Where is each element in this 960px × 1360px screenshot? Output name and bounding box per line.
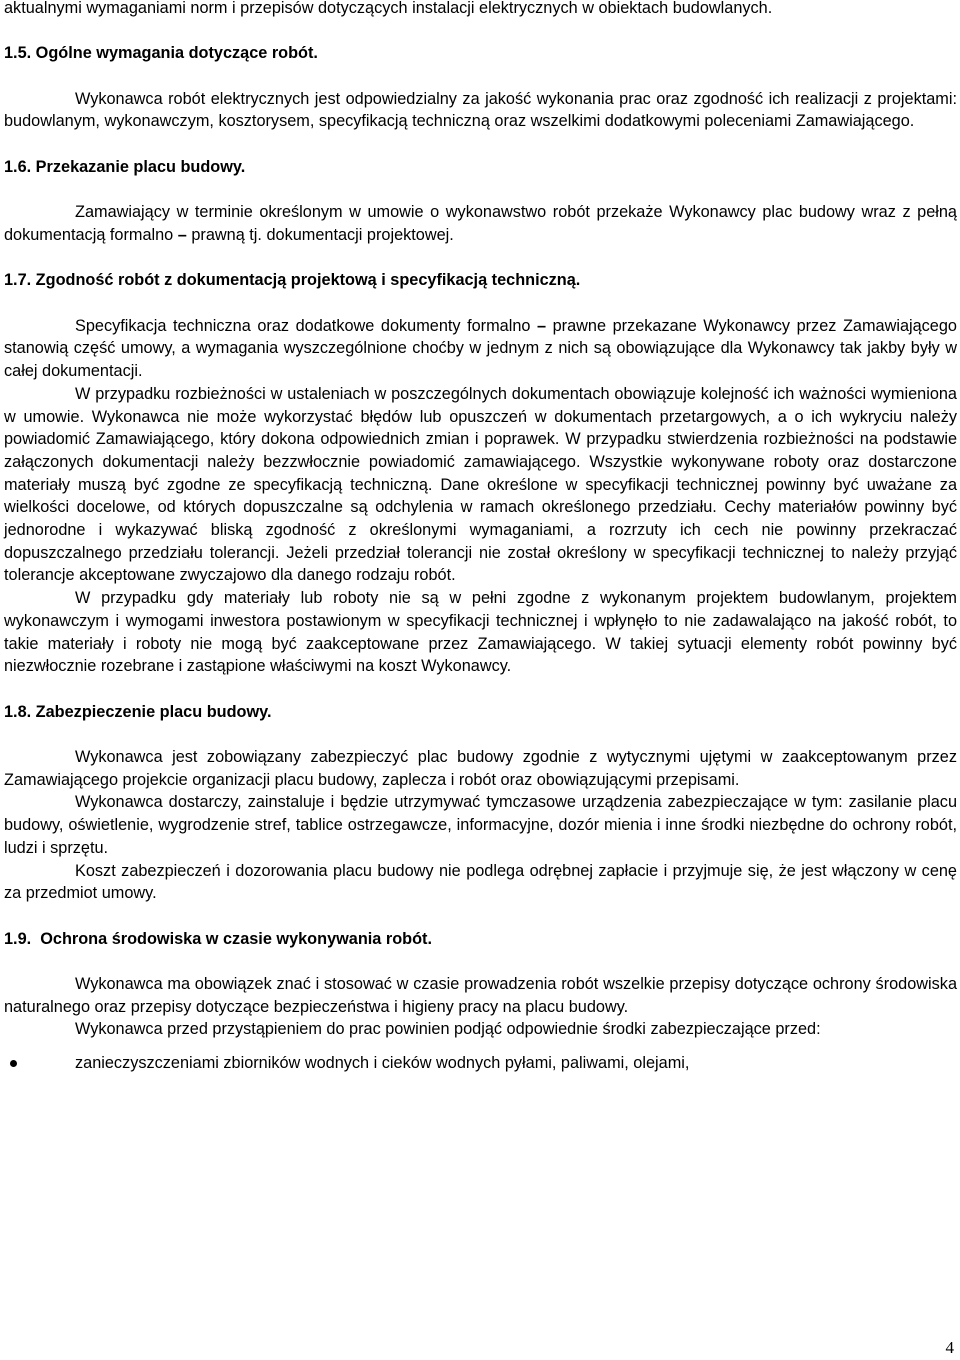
section-1-5-paragraph: Wykonawca robót elektrycznych jest odpowiedzialny za jakość wykonania prac oraz zgodność ich realizacji z projektami: budowlanym, wykonawczym, kosztorysem, specyfikacją techniczną oraz wszelkimi dodatkowymi poleceniami Zamawiającego. (4, 89, 957, 131)
page-number: 4 (945, 1338, 954, 1357)
section-1-6-dash: – (177, 225, 187, 244)
section-1-6-text-a: Zamawiający w terminie określonym w umowie o wykonawstwo robót przekaże Wykonawcy plac budowy wraz z pełną dokumentacją formalno (4, 203, 957, 244)
section-1-8-paragraph-3: Koszt zabezpieczeń i dozorowania placu budowy nie podlega odrębnej zapłacie i przyjmuje się, że jest włączony w cenę za przedmiot umowy. (4, 861, 957, 903)
section-1-8-heading: 1.8. Zabezpieczenie placu budowy. (4, 702, 272, 721)
list-item-text: zanieczyszczeniami zbiorników wodnych i cieków wodnych pyłami, paliwami, olejami, (75, 1054, 690, 1073)
section-1-9-paragraph-2: Wykonawca przed przystąpieniem do prac powinien podjąć odpowiednie środki zabezpieczające przed: (75, 1020, 821, 1039)
section-1-9-paragraph-1: Wykonawca ma obowiązek znać i stosować w czasie prowadzenia robót wszelkie przepisy dotyczące ochrony środowiska naturalnego oraz przepisy dotyczące bezpieczeństwa i higieny pracy na placu budowy. (4, 975, 957, 1016)
section-1-8-paragraph-2: Wykonawca dostarczy, zainstaluje i będzie utrzymywać tymczasowe urządzenia zabezpieczające w tym: zasilanie placu budowy, oświetlenie, wygrodzenie stref, tablice ostrzegawcze, informacyjne, dozór mienia i inne środki niezbędne do ochrony robót, ludzi i sprzętu. (4, 793, 957, 857)
section-1-9-title: Ochrona środowiska w czasie wykonywania robót. (40, 929, 433, 948)
section-1-6-paragraph (4, 201, 957, 246)
list-item (4, 1052, 957, 1075)
section-1-5-heading: 1.5. Ogólne wymagania dotyczące robót. (4, 44, 318, 63)
section-1-7-text-b: prawne przekazane Wykonawcy przez Zamawiającego stanowią część umowy, a wymagania wyszczególnione choćby w jednym z nich są obowiązujące dla Wykonawcy tak jakby były w całej dokumentacji. (4, 316, 957, 381)
section-1-6-heading: 1.6. Przekazanie placu budowy. (4, 157, 246, 176)
bullet-icon (10, 1060, 17, 1067)
section-1-7-dash: – (537, 316, 547, 335)
section-1-7-paragraph-3: W przypadku gdy materiały lub roboty nie są w pełni zgodne z wykonanym projektem budowlanym, projektem wykonawczym i wymogami inwestora postawionym w specyfikacji technicznej i wpłynęło to nie zadawalająco na jakość robót, to takie materiały i roboty nie mogą być zaakceptowane przez Zamawiającego. W takiej sytuacji elementy robót powinny być niezwłocznie rozebrane i zastąpione właściwymi na koszt Wykonawcy. (4, 589, 957, 676)
document-page (4, 0, 957, 1075)
section-1-7-text-a: Specyfikacja techniczna oraz dodatkowe dokumenty formalno (75, 316, 537, 335)
section-1-8-paragraph-1: Wykonawca jest zobowiązany zabezpieczyć plac budowy zgodnie z wytycznymi ujętymi w zaakceptowanym przez Zamawiającego projekcie organizacji placu budowy, zaplecza i robót oraz obowiązującymi przepisami. (4, 748, 957, 789)
section-1-9-heading (4, 928, 957, 951)
section-1-6-text-b: prawną tj. dokumentacji projektowej. (186, 225, 454, 244)
section-1-7-heading: 1.7. Zgodność robót z dokumentacją projektową i specyfikacją techniczną. (4, 271, 581, 290)
section-1-7-paragraph-1 (4, 315, 957, 383)
intro-paragraph: aktualnymi wymaganiami norm i przepisów dotyczących instalacji elektrycznych w obiektach budowlanych. (4, 0, 773, 17)
section-1-9-number: 1.9. (4, 929, 32, 948)
section-1-9-bullet-list (4, 1052, 957, 1075)
section-1-7-paragraph-2: W przypadku rozbieżności w ustaleniach w poszczególnych dokumentach obowiązuje kolejność ich ważności wymieniona w umowie. Wykonawca nie może wykorzystać błędów lub opuszczeń w dokumentach przetargowych, a o ich wykryciu należy powiadomić Zamawiającego, który dokona odpowiednich zmian i poprawek. W przypadku stwierdzenia rozbieżności na podstawie załączonych dokumentacji należy bezzwłocznie powiadomić zamawiającego. Wszystkie wykonywane roboty oraz dostarczone materiały muszą być zgodne ze specyfikacją techniczną. Dane określone w specyfikacji technicznej powinny być uważane za wielkości docelowe, od których dopuszczalne są odchylenia w ramach określonego przedziału. Cechy materiałów powinny być jednorodne i wykazywać bliską zgodność z określonymi wymaganiami, a rozrzuty ich cech nie powinny przekraczać dopuszczalnego przedziału tolerancji. Jeżeli przedział tolerancji nie został określony w specyfikacji technicznej to należy przyjąć tolerancje akceptowane zwyczajowo dla danego rodzaju robót. (4, 384, 957, 585)
